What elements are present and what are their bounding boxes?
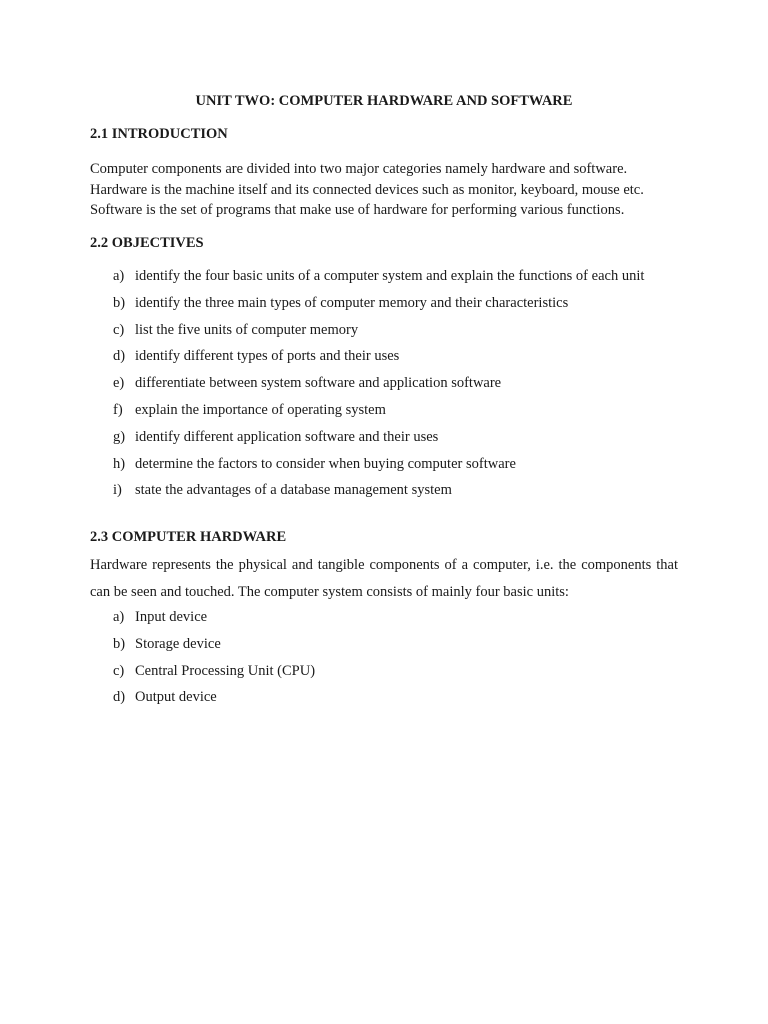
list-marker: g) (113, 428, 126, 445)
unit-title: UNIT TWO: COMPUTER HARDWARE AND SOFTWARE (195, 93, 573, 109)
introduction-line: Software is the set of programs that make use of hardware for performing various functions. (90, 202, 625, 218)
list-item (90, 373, 644, 400)
hardware-units-list (90, 607, 315, 714)
list-marker: f) (113, 401, 123, 418)
section-heading-objectives: 2.2 OBJECTIVES (90, 235, 204, 251)
list-item (90, 607, 315, 634)
list-marker: b) (113, 294, 126, 311)
list-marker: d) (113, 689, 126, 706)
list-item-text: Input device (135, 609, 208, 625)
list-item (90, 293, 644, 320)
list-marker: c) (113, 321, 125, 338)
section-heading-computer-hardware: 2.3 COMPUTER HARDWARE (90, 529, 287, 545)
section-heading-introduction: 2.1 INTRODUCTION (90, 126, 228, 142)
list-item (90, 266, 644, 293)
list-marker: b) (113, 635, 126, 652)
list-item-text: Output device (135, 689, 217, 706)
list-marker: e) (113, 375, 125, 392)
list-marker: a) (113, 268, 125, 284)
introduction-line: Computer components are divided into two major categories namely hardware and software. (90, 161, 628, 177)
hardware-paragraph: Hardware represents the physical and tangible components of a computer, i.e. the components that can be seen and touched. The computer system consists of mainly four basic units: (90, 557, 678, 600)
list-item-text: identify different types of ports and their uses (135, 348, 400, 365)
list-item (90, 400, 644, 427)
list-item-text: identify the four basic units of a computer system and explain the functions of each unit (135, 268, 645, 284)
list-item (90, 427, 644, 454)
introduction-line: Hardware is the machine itself and its connected devices such as monitor, keyboard, mouse etc. (90, 181, 644, 198)
list-item (90, 687, 315, 714)
list-item (90, 346, 644, 373)
list-item (90, 454, 644, 481)
list-item-text: state the advantages of a database management system (135, 482, 452, 499)
list-marker: i) (113, 482, 122, 499)
list-marker: c) (113, 662, 125, 679)
introduction-paragraph (90, 159, 678, 221)
list-item (90, 661, 315, 688)
list-item-text: Central Processing Unit (CPU) (135, 662, 316, 679)
list-marker: d) (113, 348, 126, 365)
list-item (90, 320, 644, 347)
list-item-text: explain the importance of operating system (135, 401, 386, 418)
list-item-text: identify different application software and their uses (135, 428, 439, 445)
list-item-text: identify the three main types of computer memory and their characteristics (135, 294, 569, 311)
objectives-list (90, 266, 644, 507)
list-item-text: determine the factors to consider when buying computer software (135, 455, 516, 472)
list-marker: h) (113, 455, 126, 472)
list-marker: a) (113, 609, 125, 625)
list-item-text: Storage device (135, 635, 221, 652)
list-item-text: list the five units of computer memory (135, 321, 359, 338)
list-item-text: differentiate between system software and application software (135, 375, 502, 392)
list-item (90, 634, 315, 661)
list-item (90, 480, 644, 507)
